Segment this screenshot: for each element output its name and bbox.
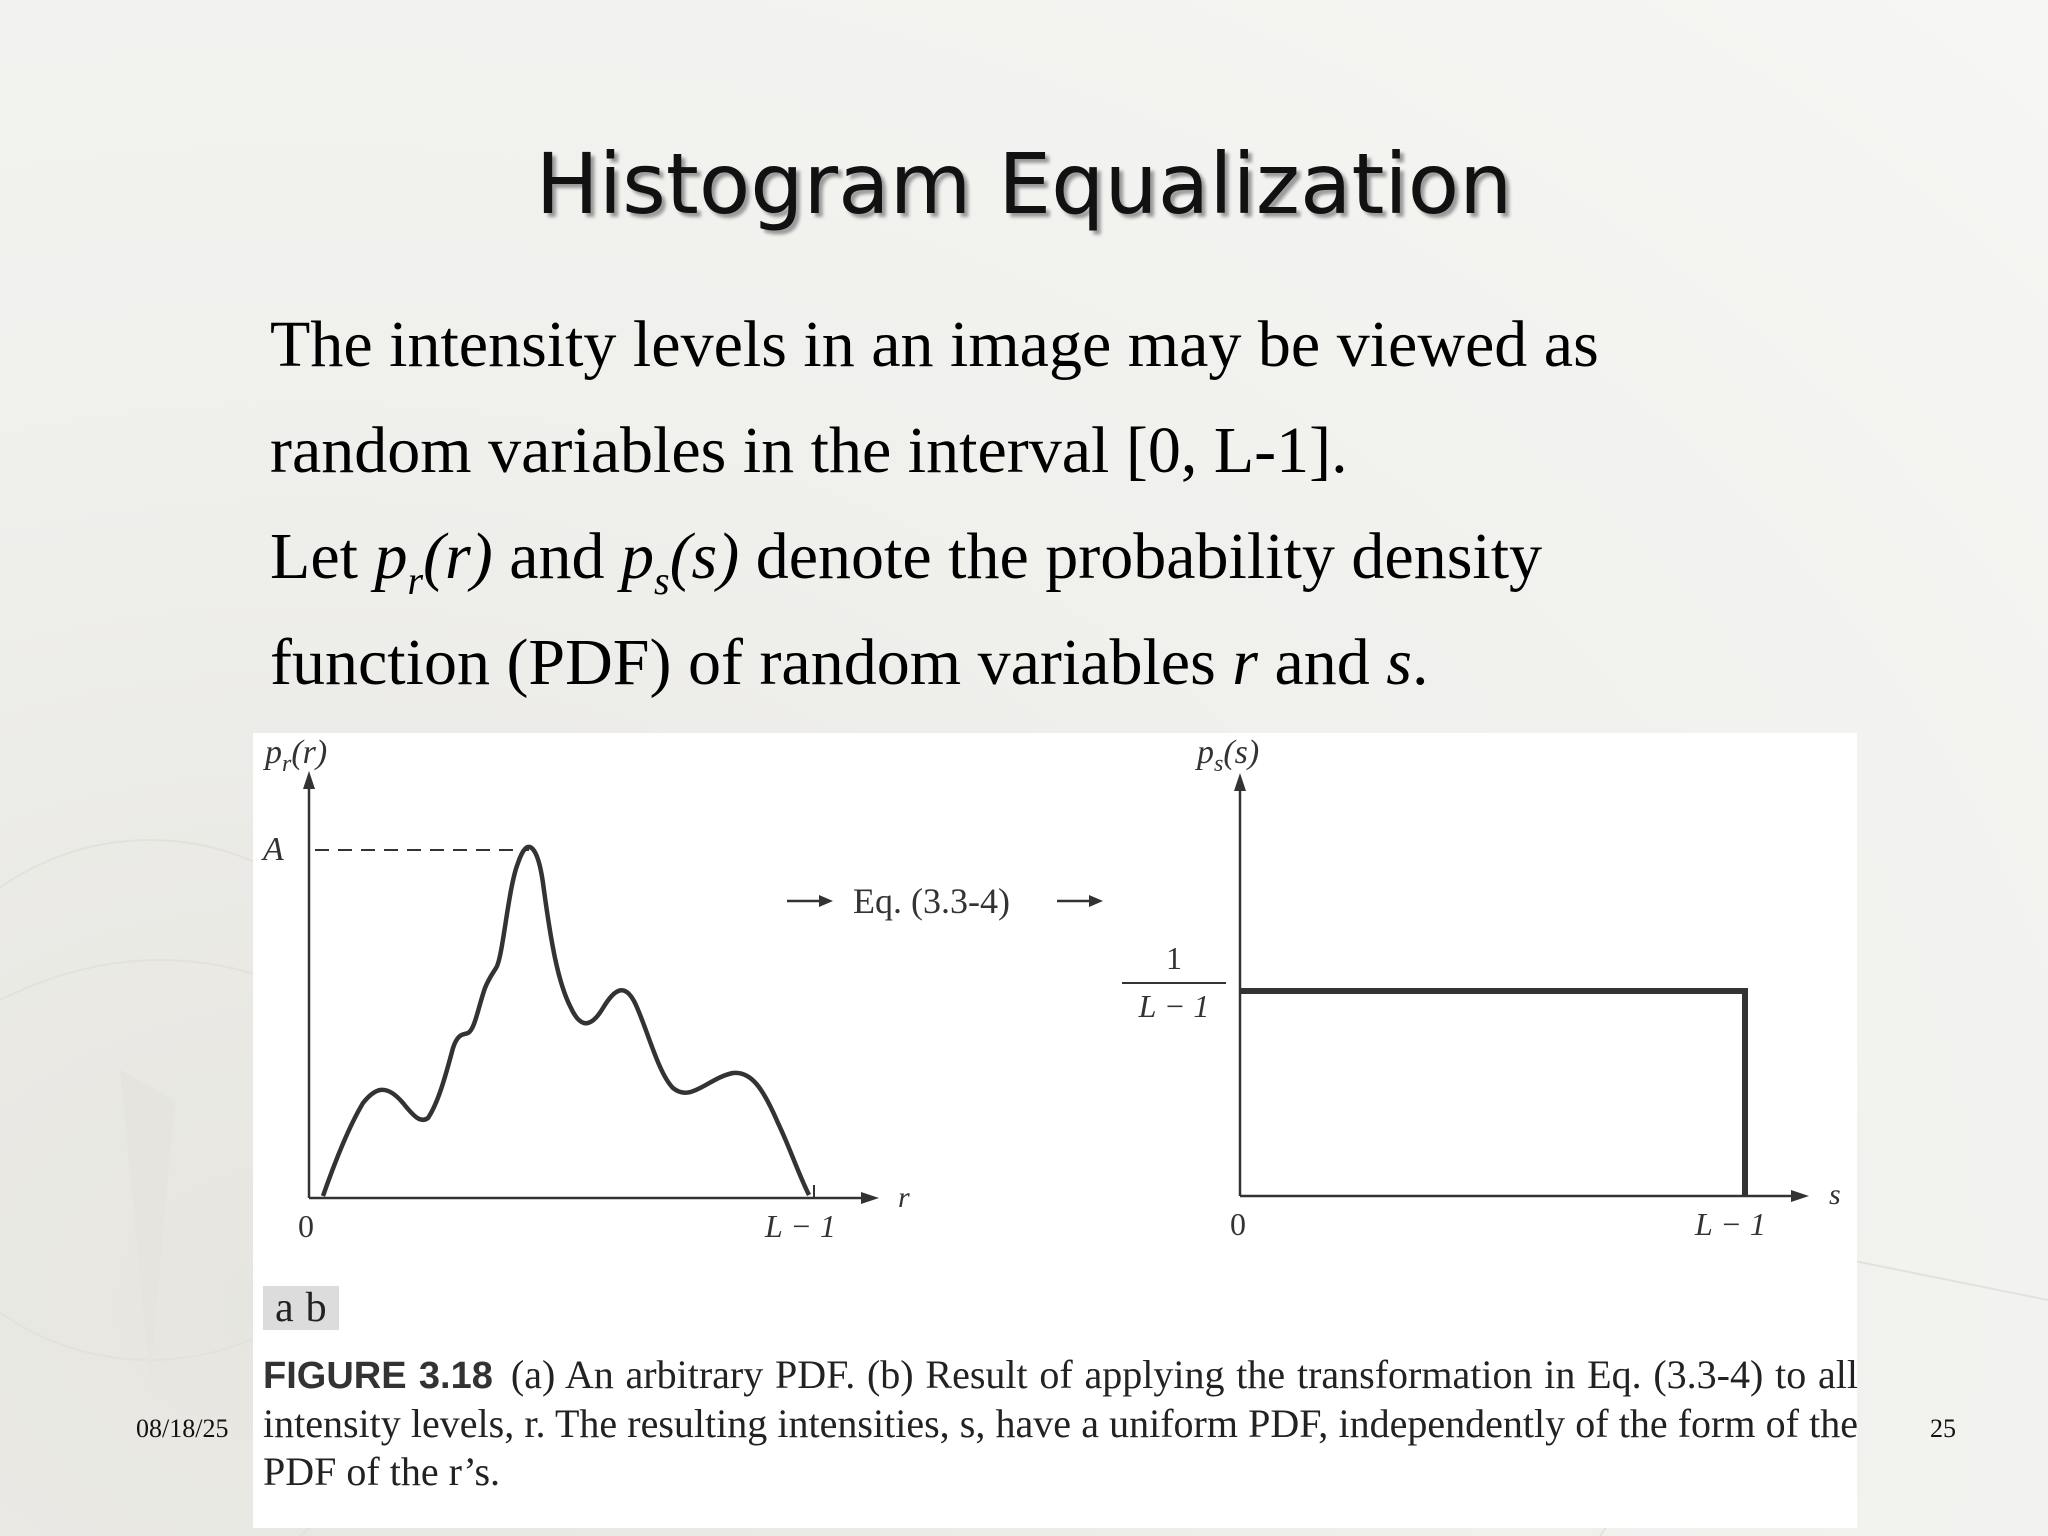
panel-b-y-arrowhead <box>1234 773 1246 791</box>
body-line-2: random variables in the interval [0, L-1]. <box>270 414 1348 487</box>
and-text: and <box>492 520 621 593</box>
panel-b-x-axis-label: s <box>1829 1178 1841 1211</box>
let-text: Let <box>270 520 375 593</box>
figure-caption <box>263 1351 1858 1496</box>
pdf-s-symbol: p <box>620 520 654 593</box>
panel-tags <box>263 1286 339 1330</box>
denote-text: denote the probability density <box>739 520 1543 593</box>
eq-label: Eq. (3.3-4) <box>853 881 1010 921</box>
panel-b-y-tick-numerator: 1 <box>1166 940 1182 976</box>
pdf-s-subscript: s <box>653 558 670 603</box>
eq-right-arrowhead <box>1089 895 1103 907</box>
footer-date: 08/18/25 <box>136 1414 229 1443</box>
body-line-4 <box>270 626 1770 699</box>
figure-caption-label: FIGURE 3.18 <box>263 1355 493 1397</box>
figure-3-18 <box>253 733 1857 1528</box>
panel-b-uniform-pdf <box>1240 991 1745 1196</box>
and-text-2: and <box>1257 626 1387 699</box>
panel-b-x-origin: 0 <box>1230 1206 1246 1242</box>
figure-plots <box>253 733 1857 1293</box>
eq-left-arrowhead <box>819 895 833 907</box>
panel-tag-a: a <box>275 1285 294 1331</box>
pdf-r-symbol: p <box>374 520 408 593</box>
body-line-1: The intensity levels in an image may be viewed as <box>270 308 1599 381</box>
var-s: s <box>1386 626 1412 699</box>
figure-caption-text: (a) An arbitrary PDF. (b) Result of applying the transformation in Eq. (3.3-4) to all intensity levels, r. The resulting intensities, s, have a uniform PDF, independently of the form of the PDF of the r’s. <box>263 1352 1858 1494</box>
panel-a-y-tick-a: A <box>263 831 284 868</box>
pdf-r-subscript: r <box>407 558 424 603</box>
period: . <box>1411 626 1429 699</box>
panel-b-x-end-label: L − 1 <box>1695 1206 1766 1242</box>
body-line-3 <box>270 520 1770 603</box>
panel-a-y-label: $p_r(r)$ <box>265 734 328 777</box>
panel-b-y-label: $p_s(s)$ <box>1197 734 1260 777</box>
panel-a-y-arrowhead <box>303 771 315 789</box>
panel-a-x-origin: 0 <box>298 1208 314 1244</box>
var-r: r <box>1232 626 1258 699</box>
panel-b-y-tick-denominator: L − 1 <box>1138 988 1210 1024</box>
pdf-s-argument: (s) <box>669 520 740 593</box>
panel-b-plot <box>1122 734 1841 1242</box>
eq-arrow-group <box>787 881 1103 921</box>
pdf-r-argument: (r) <box>423 520 493 593</box>
panel-a-plot <box>261 734 910 1244</box>
slide-title: Histogram Equalization <box>535 135 1513 233</box>
panel-a-pdf-curve <box>323 847 809 1196</box>
panel-a-x-axis-label: r <box>898 1181 910 1214</box>
function-text: function (PDF) of random variables <box>270 626 1233 699</box>
panel-a-x-end-label: L − 1 <box>765 1208 836 1244</box>
panel-b-x-arrowhead <box>1791 1190 1809 1202</box>
panel-a-x-arrowhead <box>861 1192 879 1204</box>
panel-tag-b: b <box>305 1285 327 1331</box>
page-number: 25 <box>1930 1414 1956 1443</box>
